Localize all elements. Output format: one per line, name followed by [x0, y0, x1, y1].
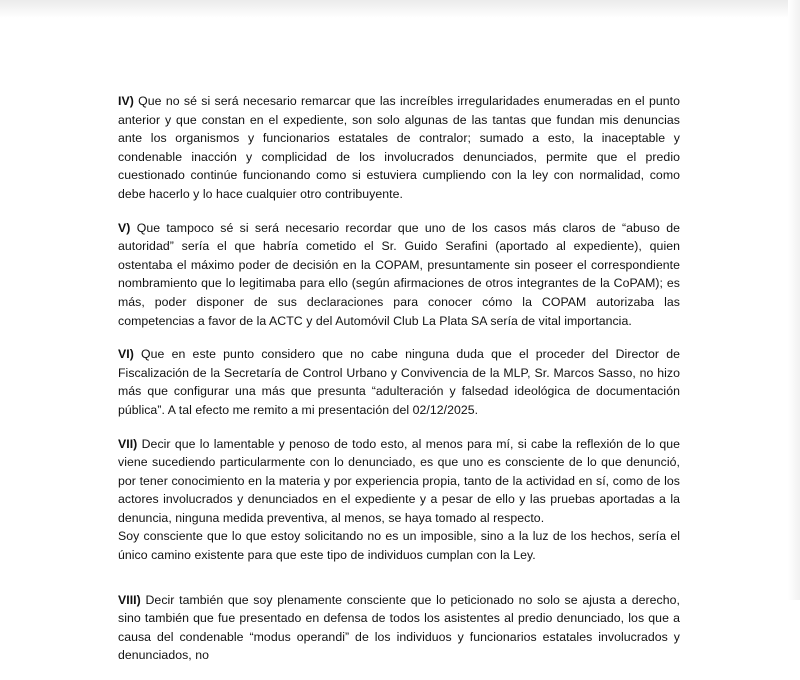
paragraph-text: Decir también que soy plenamente consciente que lo peticionado no solo se ajusta a derecho, sino también que fue presentado en defensa de todos los asistentes al predio denunciado, los que a causa del condenable “modus operandi” de los individuos y funcionarios estatales involucrados y denunciados, no [118, 592, 680, 663]
paragraph-text: Que no sé si será necesario remarcar que las increíbles irregularidades enumeradas en el punto anterior y que constan en el expediente, son solo algunas de las tantas que fundan mis denuncias ante los organismos y funcionarios estatales de contralor; sumado a esto, la inaceptable y condenable inacción y complicidad de los involucrados denunciados, permite que el predio cuestionado continúe funcionando como si estuviera cumpliendo con la ley con normalidad, como debe hacerlo y lo hace cualquier otro contribuyente. [118, 94, 681, 201]
paragraph-number: VIII) [118, 592, 141, 607]
paragraph-viii [118, 591, 680, 665]
paragraph-text: Decir que lo lamentable y penoso de todo esto, al menos para mí, si cabe la reflexión de lo que viene sucediendo particularmente con lo denunciado, es que uno es consciente de lo que denunció, por tener conocimiento en la materia y por experiencia propia, tanto de la actividad en sí, como de los actores involucrados y denunciados en el expediente y a pesar de ello y las pruebas aportadas a la denuncia, ninguna medida preventiva, al menos, se haya tomado al respecto. [118, 436, 680, 525]
paragraph-number: IV) [118, 94, 134, 108]
page-top-shadow [0, 0, 800, 18]
paragraph-text: Que tampoco sé si será necesario recordar que uno de los casos más claros de “abuso de autoridad” sería el que habría cometido el Sr. Guido Serafini (aportado al expediente), quien ostentaba el máximo poder de decisión en la COPAM, presuntamente sin poseer el correspondiente nombramiento que lo legitimaba para ello (según afirmaciones de otros integrantes de la CoPAM); es más, poder disponer de sus declaraciones para conocer cómo la COPAM autorizaba las competencias a favor de la ACTC y del Automóvil Club La Plata SA sería de vital importancia. [118, 220, 680, 328]
paragraph-vii [118, 435, 680, 565]
paragraph-number: V) [118, 220, 131, 235]
paragraph-text: Que en este punto considero que no cabe ninguna duda que el proceder del Director de Fiscalización de la Secretaría de Control Urbano y Convivencia de la MLP, Sr. Marcos Sasso, no hizo más que configurar una más que presunta “adulteración y falsedad ideológica de documentación pública”. A tal efecto me remito a mi presentación del 02/12/2025. [118, 347, 680, 417]
paragraph-number: VI) [118, 347, 134, 362]
page-right-edge [788, 0, 800, 600]
paragraph-v [118, 219, 680, 331]
document-body [118, 92, 680, 680]
paragraph-continuation: Soy consciente que lo que estoy solicitando no es un imposible, sino a la luz de los hechos, sería el único camino existente para que este tipo de individuos cumplan con la Ley. [118, 529, 680, 563]
paragraph-iv [118, 92, 680, 204]
paragraph-number: VII) [118, 436, 138, 451]
paragraph-vi [118, 345, 680, 419]
